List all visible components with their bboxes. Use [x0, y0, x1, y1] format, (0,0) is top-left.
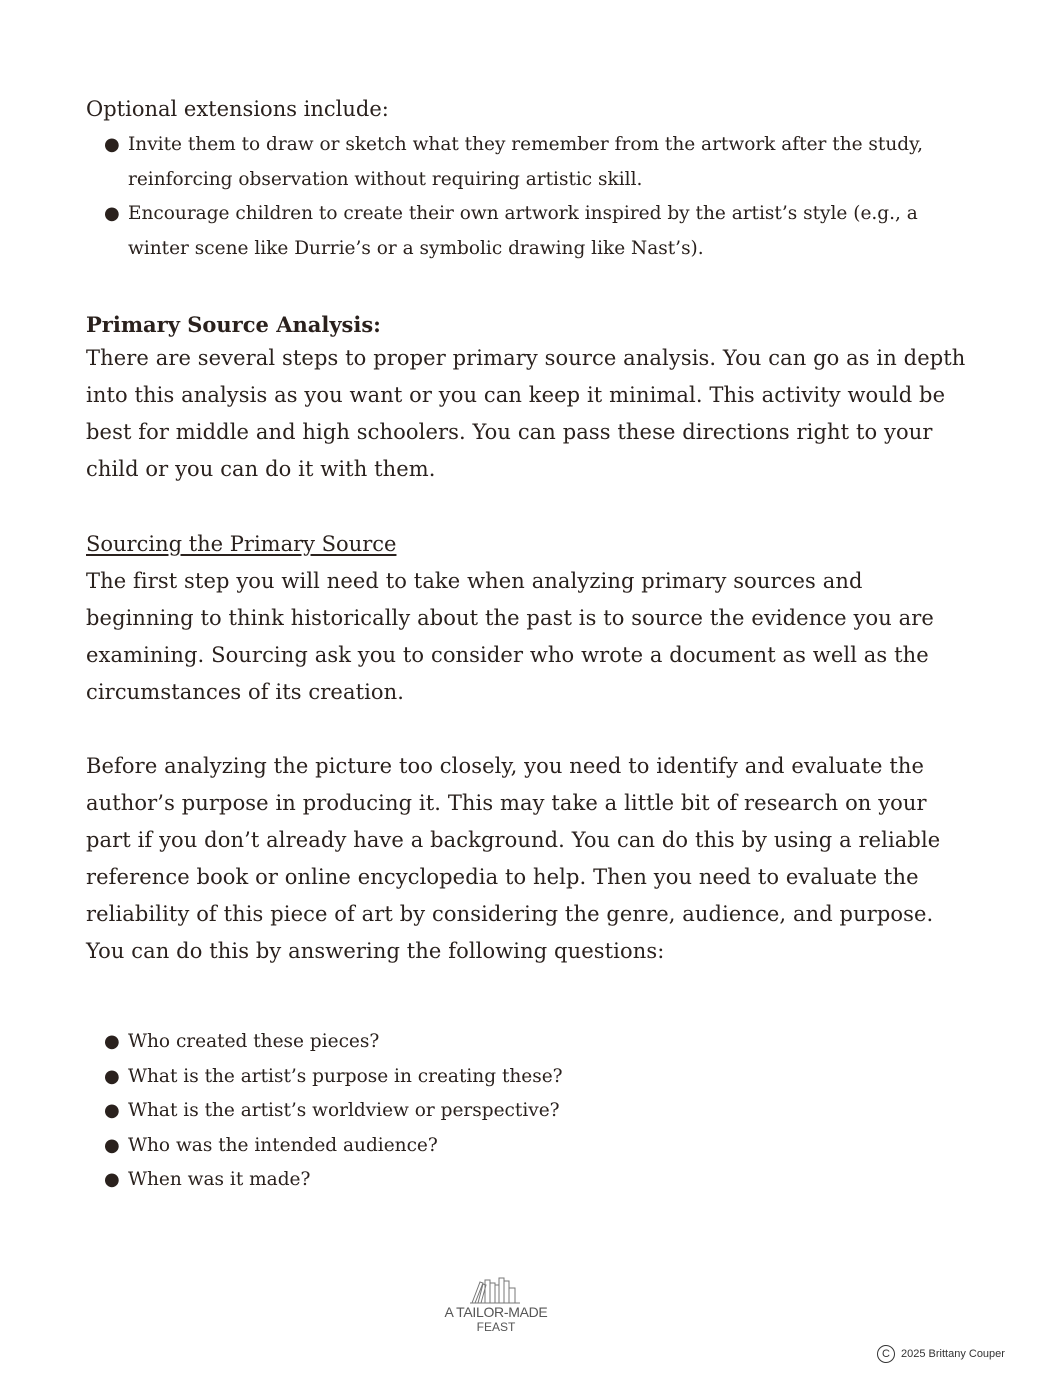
- document-page: [86, 92, 966, 1198]
- list-item: ● Encourage children to create their own artwork inspired by the artist’s style (e.g., a winter scene like Durrie’s or a symbolic drawing like Nast’s).: [128, 197, 966, 266]
- copyright-text: 2025 Brittany Couper: [901, 1348, 1005, 1360]
- sourcing-subheading: Sourcing the Primary Source: [86, 532, 397, 556]
- primary-source-heading: Primary Source Analysis:: [86, 312, 381, 337]
- list-item: ● What is the artist’s purpose in creating these?: [128, 1060, 966, 1095]
- list-item: ● When was it made?: [128, 1163, 966, 1198]
- extensions-list: [86, 128, 966, 266]
- bullet-icon: ●: [104, 1100, 120, 1121]
- primary-source-paragraph: There are several steps to proper primary source analysis. You can go as in depth into this analysis as you want or you can keep it minimal. This activity would be best for middle and high schoolers. You can pass these directions right to your child or you can do it with them.: [86, 346, 966, 481]
- bullet-icon: ●: [104, 134, 120, 155]
- bullet-icon: ●: [104, 203, 120, 224]
- questions-list: [86, 1025, 966, 1198]
- bullet-icon: ●: [104, 1134, 120, 1156]
- logo-line-2: FEAST: [476, 1320, 516, 1334]
- copyright-icon: C: [877, 1345, 895, 1363]
- bullet-icon: ●: [104, 1169, 120, 1190]
- list-item: ● Who was the intended audience?: [128, 1129, 966, 1164]
- sourcing-paragraph-1: The first step you will need to take when analyzing primary sources and beginning to think historically about the past is to source the evidence you are examining. Sourcing ask you to consider who wrote a document as well as the circumstances of its creation.: [86, 569, 934, 704]
- copyright-notice: [877, 1345, 1005, 1363]
- list-item: ● What is the artist’s worldview or perspective?: [128, 1094, 966, 1129]
- extensions-intro: Optional extensions include:: [86, 97, 389, 121]
- list-item: ● Who created these pieces?: [128, 1025, 966, 1060]
- list-item: ● Invite them to draw or sketch what they remember from the artwork after the study, reinforcing observation without requiring artistic skill.: [128, 128, 966, 197]
- books-icon: [468, 1276, 524, 1304]
- bullet-icon: ●: [104, 1031, 120, 1052]
- brand-logo: [430, 1276, 562, 1334]
- sourcing-paragraph-2: Before analyzing the picture too closely, you need to identify and evaluate the author’s purpose in producing it. This may take a little bit of research on your part if you don’t already have a background. You can do this by using a reliable reference book or online encyclopedia to help. Then you need to evaluate the reliability of this piece of art by considering the genre, audience, and purpose. You can do this by answering the following questions:: [86, 754, 941, 963]
- logo-line-1: A TAILOR-MADE: [444, 1304, 548, 1320]
- bullet-icon: ●: [104, 1065, 120, 1087]
